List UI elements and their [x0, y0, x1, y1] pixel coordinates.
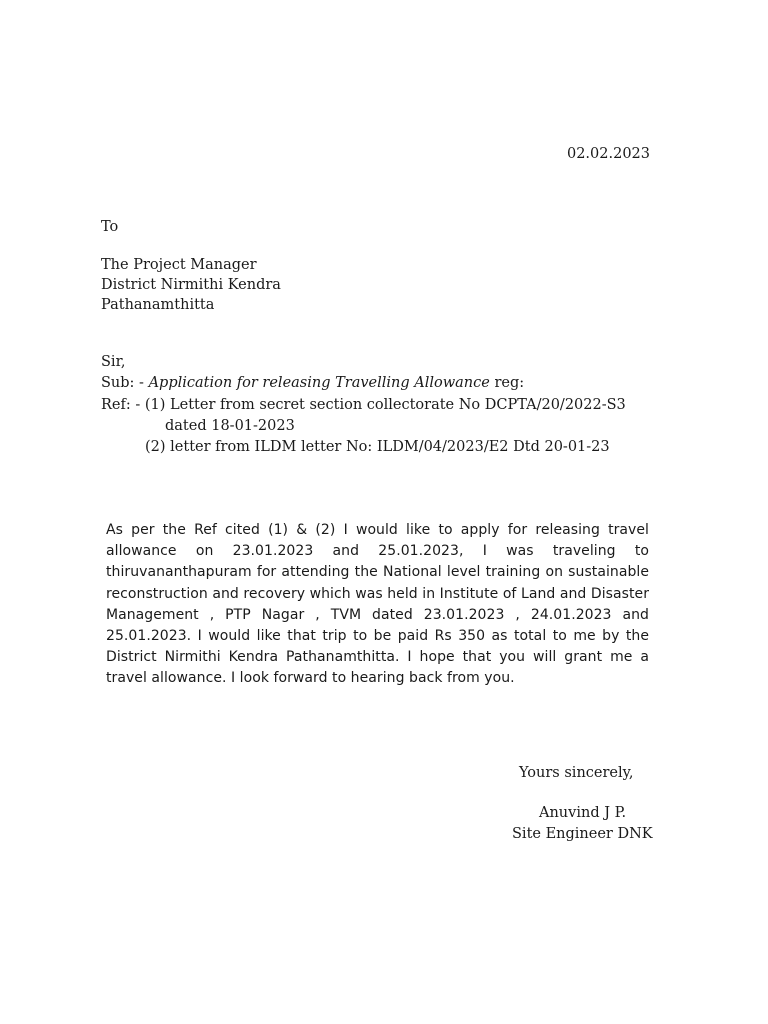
salutation-to: To	[101, 219, 119, 235]
closing: Yours sincerely,	[519, 765, 634, 781]
recipient-line-3: Pathanamthitta	[101, 297, 215, 313]
subject-line	[101, 375, 524, 391]
subject-suffix: reg:	[489, 375, 525, 391]
letter-date: 02.02.2023	[566, 146, 650, 162]
subject-prefix: Sub: -	[101, 375, 149, 391]
greeting: Sir,	[101, 354, 126, 370]
recipient-line-2: District Nirmithi Kendra	[101, 277, 281, 293]
signatory-name: Anuvind J P.	[539, 805, 627, 821]
reference-2: (2) letter from ILDM letter No: ILDM/04/2023/E2 Dtd 20-01-23	[145, 439, 610, 455]
reference-1-line-1: Ref: - (1) Letter from secret section collectorate No DCPTA/20/2022-S3	[101, 397, 626, 413]
recipient-address	[101, 255, 281, 315]
reference-1-line-2: dated 18-01-2023	[165, 418, 295, 434]
letter-body: As per the Ref cited (1) & (2) I would like to apply for releasing travel allowance on 23.01.2023 and 25.01.2023, I was traveling to thiruvananthapuram for attending the National level training on sustainable reconstruction and recovery which was held in Institute of Land and Disaster Management , PTP Nagar , TVM dated 23.01.2023 , 24.01.2023 and 25.01.2023. I would like that trip to be paid Rs 350 as total to me by the District Nirmithi Kendra Pathanamthitta. I hope that you will grant me a travel allowance. I look forward to hearing back from you.	[106, 522, 649, 687]
subject-text: Application for releasing Travelling Allowance	[148, 375, 490, 391]
recipient-line-1: The Project Manager	[101, 257, 257, 273]
signatory-title: Site Engineer DNK	[512, 826, 653, 842]
